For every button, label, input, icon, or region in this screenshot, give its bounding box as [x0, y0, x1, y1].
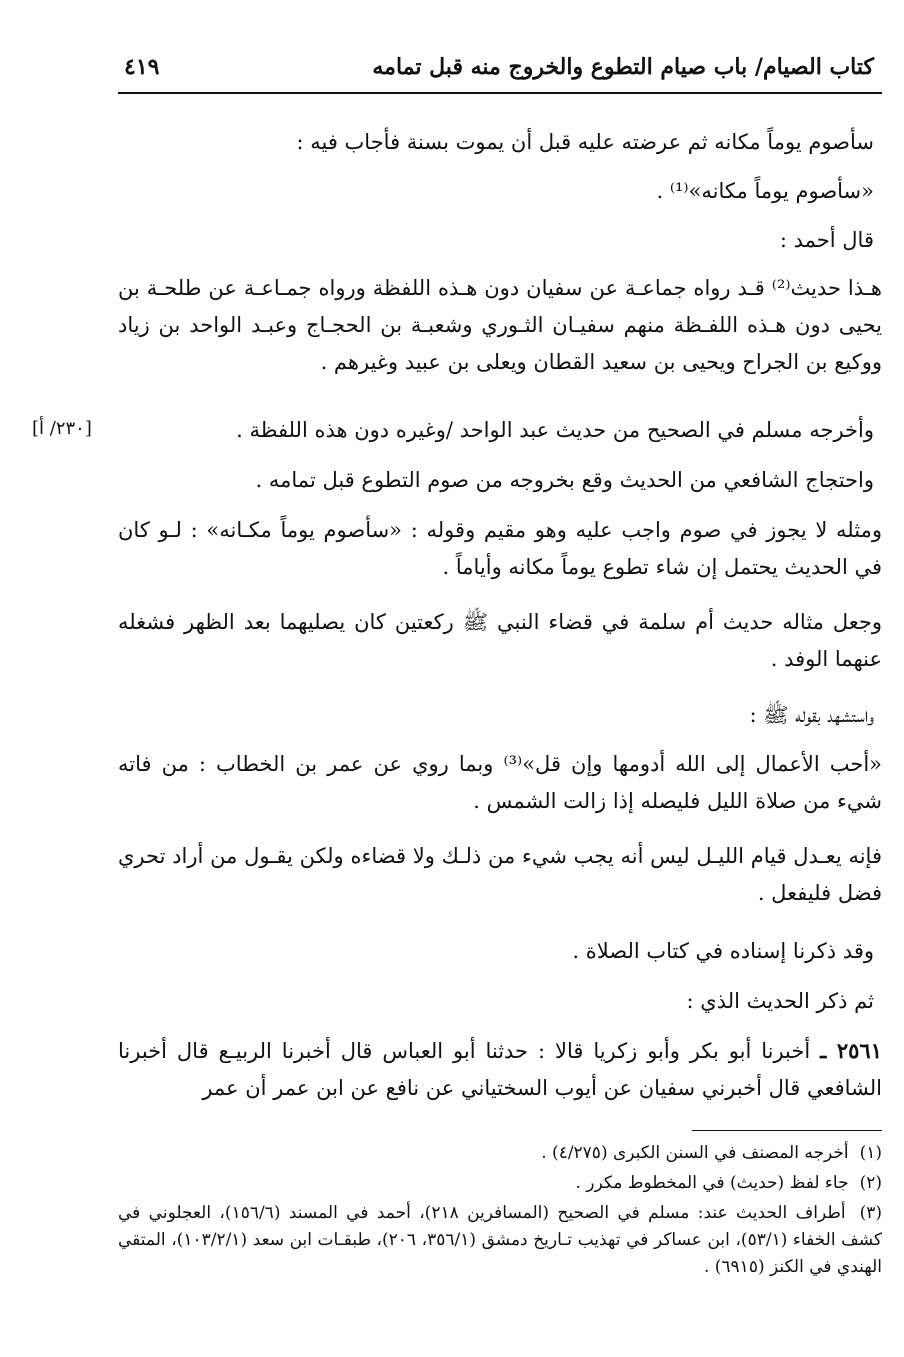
- paragraph-10: «أحب الأعمال إلى الله أدومها وإن قل»⁽³⁾ وبما روي عن عمر بن الخطاب : من فاته شيء من صلاة الليل فليصله إذا زالت الشمس .: [118, 752, 883, 813]
- paragraph-3: قال أحمد :: [779, 228, 874, 252]
- paragraph-11: فإنه يعـدل قيام الليـل ليس أنه يجب شيء من ذلـك ولا قضاءه ولكن يقـول من أراد تحري فضل فليفعل .: [118, 844, 882, 905]
- running-header: [118, 50, 882, 84]
- page-number: ٤١٩: [124, 54, 160, 80]
- paragraph-6: واحتجاج الشافعي من الحديث وقع بخروجه من صوم التطوع قبل تمامه .: [255, 468, 874, 492]
- footnote-1: [118, 1140, 882, 1167]
- paragraph-5: [118, 412, 874, 449]
- footnote-rule: [692, 1130, 882, 1131]
- running-title: كتاب الصيام/ باب صيام التطوع والخروج منه قبل تمامه: [372, 54, 874, 80]
- paragraph-13: ثم ذكر الحديث الذي :: [686, 989, 874, 1013]
- footnote-number: (١): [859, 1143, 882, 1163]
- paragraph-1: سأصوم يوماً مكانه ثم عرضته عليه قبل أن يموت بسنة فأجاب فيه :: [296, 130, 874, 154]
- paragraph-5-text: وأخرجه مسلم في الصحيح من حديث عبد الواحد /وغيره دون هذه اللفظة .: [236, 418, 874, 442]
- footnote-number: (٣): [859, 1203, 882, 1223]
- paragraph-2: «سأصوم يوماً مكانه»⁽¹⁾ .: [656, 179, 874, 203]
- footnote-2: [118, 1170, 882, 1197]
- paragraph-4: هـذا حديث⁽²⁾ قـد رواه جماعـة عن سفيان دون هـذه اللفظة ورواه جمـاعـة عن طلحـة بن يحيى دون هـذه اللفـظة منهم سفيـان الثـوري وشعبـة بن الحجـاج وعبـد الواحد بن زياد ووكيع بن الجراح ويحيى بن سعيد القطان ويعلى بن عبيد وغيرهم .: [118, 276, 883, 374]
- paragraph-12: وقد ذكرنا إسناده في كتاب الصلاة .: [572, 939, 874, 963]
- paragraph-9: واستشهد بقوله ﷺ :: [749, 703, 874, 727]
- paragraph-14: [118, 1032, 882, 1107]
- hadith-number: ٢٥٦١ ـ: [820, 1038, 882, 1063]
- footnote-number: (٢): [859, 1173, 882, 1193]
- footnote-text: أطراف الحديث عند: مسلم في الصحيح (المسافرين ٢١٨)، أحمد في المسند (١٥٦/٦)، العجلوني في كشف الخفاء (٥٣/١)، ابن عساكر في تهذيب تـاريخ دمشق (٣٥٦/١، ٢٠٦)، طبقـات ابن سعد (١٠٣/٢/١)، المتقي الهندي في الكنز (٦٩١٥) .: [118, 1203, 882, 1277]
- book-page: [32, 0, 883, 1357]
- paragraph-7: ومثله لا يجوز في صوم واجب عليه وهو مقيم وقوله : «سأصوم يوماً مكـانه» : لـو كان في الحديث يحتمل إن شاء تطوع يوماً مكانه وأياماً .: [118, 518, 882, 579]
- footnote-text: جاء لفظ (حديث) في المخطوط مكرر .: [575, 1173, 849, 1193]
- footnote-3: [118, 1200, 882, 1281]
- manuscript-folio-marker: [٢٣٠/ أ]: [32, 418, 92, 439]
- paragraph-8: وجعل مثاله حديث أم سلمة في قضاء النبي ﷺ ركعتين كان يصليهما بعد الظهر فشغله عنهما الوفد .: [118, 610, 882, 671]
- header-rule: [118, 92, 882, 94]
- footnote-text: أخرجه المصنف في السنن الكبرى (٤/٢٧٥) .: [541, 1143, 849, 1163]
- paragraph-14-text: أخبرنا أبو بكر وأبو زكريا قالا : حدثنا أبو العباس قال أخبرنا الربيـع قال أخبرنا الشافعي قال أخبرني سفيان عن أيوب السختياني عن نافع عن ابن عمر أن عمر: [118, 1039, 882, 1100]
